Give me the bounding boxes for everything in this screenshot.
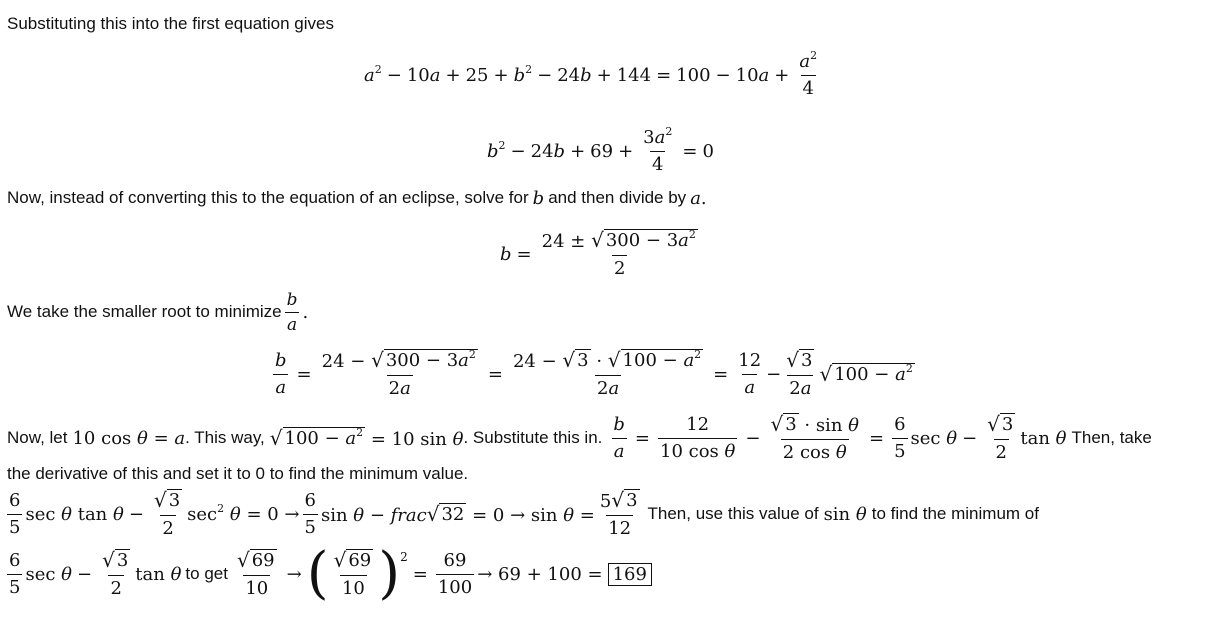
intro-text: Substituting this into the first equation gives — [7, 14, 334, 33]
to-get-text: to get — [185, 564, 228, 583]
substitution-line: Now, let 10 cos θ = a . This way, √ $100 - a^2$ = 10 sin θ . Substitute this in. $\frac{b}{a}$ = $\frac{12}{\text{10 cos θ}}$ − √ 3 · sin θ 2 cos θ = $\frac{6}{5}$ sec θ − √ 3 2 tan θ Then, take — [7, 411, 1152, 463]
equation-substituted: $a^2 - 10a + 25 + b^2 - 24b + 144 = 100 - 10a$ + $\frac{a^2}{4}$ — [364, 48, 818, 99]
equation-b-solution: b = 24 ± √ $300 - 3a^2$ 2 — [500, 227, 696, 279]
instead-text: Now, instead of converting this to the equation of an eclipse, solve for — [7, 188, 529, 207]
equation-simplified: $b^2 - 24b + 69$ + $\frac{3a^2}{4}$ = 0 — [487, 124, 714, 175]
smaller-root-text: We take the smaller root to minimize — [7, 302, 282, 321]
derivative-line: $\frac{6}{5}$ sec θ tan θ − √ 3 2 $\sec^2 \theta = 0$ → $\frac{6}{5}$ sin θ − frac √ 32 = 0 → sin θ = 5 √ 3 12 Then, use this value of sin θ to find the minimum of — [9, 487, 1039, 539]
answer-box: 169 — [608, 563, 652, 586]
smaller-root-line: We take the smaller root to minimize $\frac{b}{a}$ . — [7, 289, 309, 335]
frac-error-text: frac — [390, 504, 427, 526]
derivative-text: the derivative of this and set it to 0 to find the minimum value. — [7, 464, 469, 483]
substitute-text: . Substitute this in. — [463, 428, 603, 447]
then-use-text: Then, use this value of — [647, 504, 819, 523]
this-way-text: . This way, — [185, 428, 265, 447]
final-line: $\frac{6}{5}$ sec θ − √ 3 2 tan θ to get √ 69 10 → ( √ 69 10 ) 2 = $\frac{69}{100}$ → 69 + 100 = 169 — [7, 541, 652, 607]
now-let-text: Now, let — [7, 428, 68, 447]
instead-and-text: and then divide by — [548, 188, 687, 207]
instead-line: Now, instead of converting this to the equation of an eclipse, solve for b and then divide by a. — [7, 187, 707, 209]
then-take-text: Then, take — [1071, 428, 1152, 447]
to-find-text: to find the minimum of — [871, 504, 1039, 523]
equation-ratio-chain: $\frac{b}{a}$ = 24 − √ $300 - 3a^2$ 2a = 24 − √ 3 · √ $100 - a^2$ 2a = $\frac{12}{a}$ − √ 3 2a √ $100 - a^2$ — [275, 347, 913, 399]
